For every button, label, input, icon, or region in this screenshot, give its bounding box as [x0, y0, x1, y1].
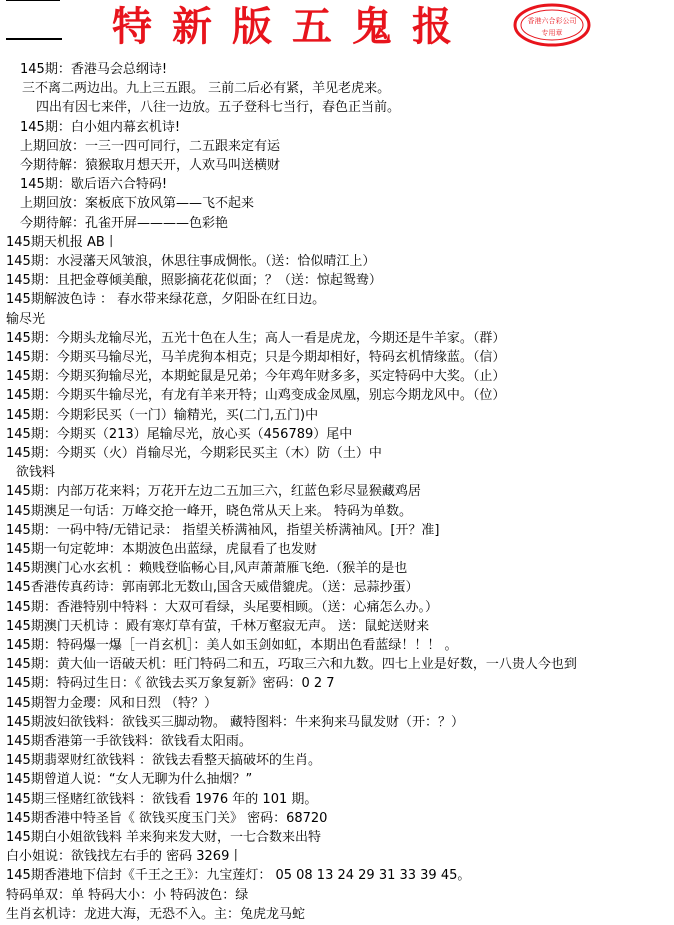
text-line: 145期：今期头龙输尽光，五光十色在人生；高人一看是虎龙，今期还是牛羊家。（群）: [6, 330, 506, 346]
text-line: 145期曾道人说：“女人无聊为什么抽烟？”: [6, 772, 253, 788]
text-line: 145期澳足一句话：万峰交抢一峰开，晓色常从天上来。 特码为单数。: [6, 503, 412, 519]
text-line: 145期香港地下信封《千王之王》：九宝莲灯： 05 08 13 24 29 31 33 39 45。: [6, 868, 471, 884]
header-rule: [6, 38, 62, 40]
text-line: 145期澳门心水玄机 ：赖贱登临畅心目,风声萧萧雁飞绝.（猴羊的是也: [6, 561, 408, 577]
text-line: 145期三怪赌红欲钱料 ：欲钱看 1976 年的 101 期。: [6, 791, 318, 807]
text-line: 145期：黄大仙一语破天机：旺门特码二和五，巧取三六和九数。四七上业是好数，一八贵人今也到: [6, 657, 577, 673]
company-seal-logo: [512, 2, 592, 48]
text-line: 三不离二两边出。九上三五跟。 三前二后必有紧，羊见老虎来。: [22, 81, 391, 97]
text-line: 145期天机报 AB丨: [6, 234, 118, 250]
page-title: 特新版五鬼报: [112, 3, 472, 50]
text-line: 欲钱料: [16, 465, 56, 481]
text-line: 145期一句定乾坤：本期波色出蓝绿，虎鼠看了也发财: [6, 542, 317, 557]
text-line: 145期：水浸藩天风皱浪，休思往事成惆怅。（送：恰似晴江上）: [6, 254, 376, 269]
text-line: 生肖玄机诗：龙进大海，无恐不入。主：兔虎龙马蛇: [6, 906, 306, 922]
text-line: 145期：今期买马输尽光，马羊虎狗本相克；只是今期却相好，特码玄机情缘蓝。（信）: [6, 350, 506, 365]
text-line: 今期待解：猿猴取月想天开，人欢马叫送横财: [20, 158, 281, 173]
text-line: 145期：今期买（火）肖输尽光，今期彩民买主（木）防（土）中: [6, 446, 382, 461]
text-line: 白小姐说：欲钱找左右手的 密码 3269丨: [6, 849, 243, 865]
svg-text:香港六合彩公司: 香港六合彩公司: [527, 17, 577, 25]
text-line: 145期：一码中特/无错记录： 指望关桥满袖风，指望关桥满袖风。[开？准]: [6, 522, 440, 538]
text-line: 145期：特码爆一爆［一肖玄机］：美人如玉剑如虹，本期出色看蓝绿！！！ 。: [6, 638, 458, 653]
text-line: 145期：白小姐内幕玄机诗!: [20, 119, 181, 135]
text-line: 145期：特码过生日：《 欲钱去买万象复新》密码：0 2 7: [6, 676, 335, 692]
text-line: 145香港传真药诗：郭南郭北无数山,国含天威借貔虎。（送：忌蒜抄蛋）: [6, 580, 419, 596]
text-line: 145期：内部万花来料；万花开左边二五加三六，红蓝色彩尽显猴藏鸡居: [6, 484, 421, 500]
text-line: 145期白小姐欲钱料 羊来狗来发大财，一七合数来出特: [6, 830, 321, 845]
text-line: 今期待解：孔雀开屏————色彩艳: [20, 215, 229, 231]
text-line: 特码单双：单 特码大小：小 特码波色：绿: [6, 887, 249, 903]
text-line: 145期：今期买牛输尽光，有龙有羊来开特；山鸡变成金凤凰，别忘今期龙风中。（位）: [6, 388, 506, 404]
text-line: 145期香港第一手欲钱料：欲钱看太阳雨。: [6, 734, 252, 749]
svg-text:专用章: 专用章: [541, 29, 563, 37]
text-line: 145期：今期买狗输尽光，本期蛇鼠是兄弟；今年鸡年财多多，买定特码中大奖。（止）: [6, 369, 506, 385]
text-line: 145期：香港特别中特料 ：大双可看绿，头尾要相顾。（送：心痛怎么办。）: [6, 599, 438, 615]
text-line: 145期翡翠财红欲钱料 ：欲钱去看整天搞破坏的生肖。: [6, 753, 321, 769]
text-line: 145期智力金璎：风和日烈 （特？）: [6, 695, 217, 711]
text-line: 145期香港中特圣旨《 欲钱买度玉门关》 密码：68720: [6, 810, 328, 826]
text-line: 145期：香港马会总纲诗!: [20, 62, 168, 77]
text-line: 145期：歇后语六合特码!: [20, 177, 168, 193]
text-line: 上期回放：一三一四可同行，二五跟来定有运: [20, 138, 281, 154]
text-line: 输尽光: [6, 311, 46, 327]
text-line: 145期：今期彩民买（一门）输精光，买(二门,五门)中: [6, 407, 319, 423]
top-rule: [6, 0, 60, 1]
text-line: 145期：且把金尊倾美酿，照影摘花花似面；？（送：惊起鸳鸯）: [6, 273, 382, 289]
text-line: 145期：今期买（213）尾输尽光，放心买（456789）尾中: [6, 426, 353, 442]
text-line: 四出有因七来伴，八往一边放。五子登科七当行，春色正当前。: [36, 100, 401, 116]
text-line: 145期澳门天机诗 ：殿有寒灯草有萤，千林万壑寂无声。 送：鼠蛇送财来: [6, 618, 430, 634]
text-line: 145期波妇欲钱料：欲钱买三脚动物。 藏特图料：牛来狗来马鼠发财（开：？）: [6, 714, 464, 730]
text-line: 上期回放：案板底下放风第——飞不起来: [20, 196, 255, 212]
text-line: 145期解波色诗 ： 春水带来绿花意，夕阳卧在红日边。: [6, 292, 326, 308]
